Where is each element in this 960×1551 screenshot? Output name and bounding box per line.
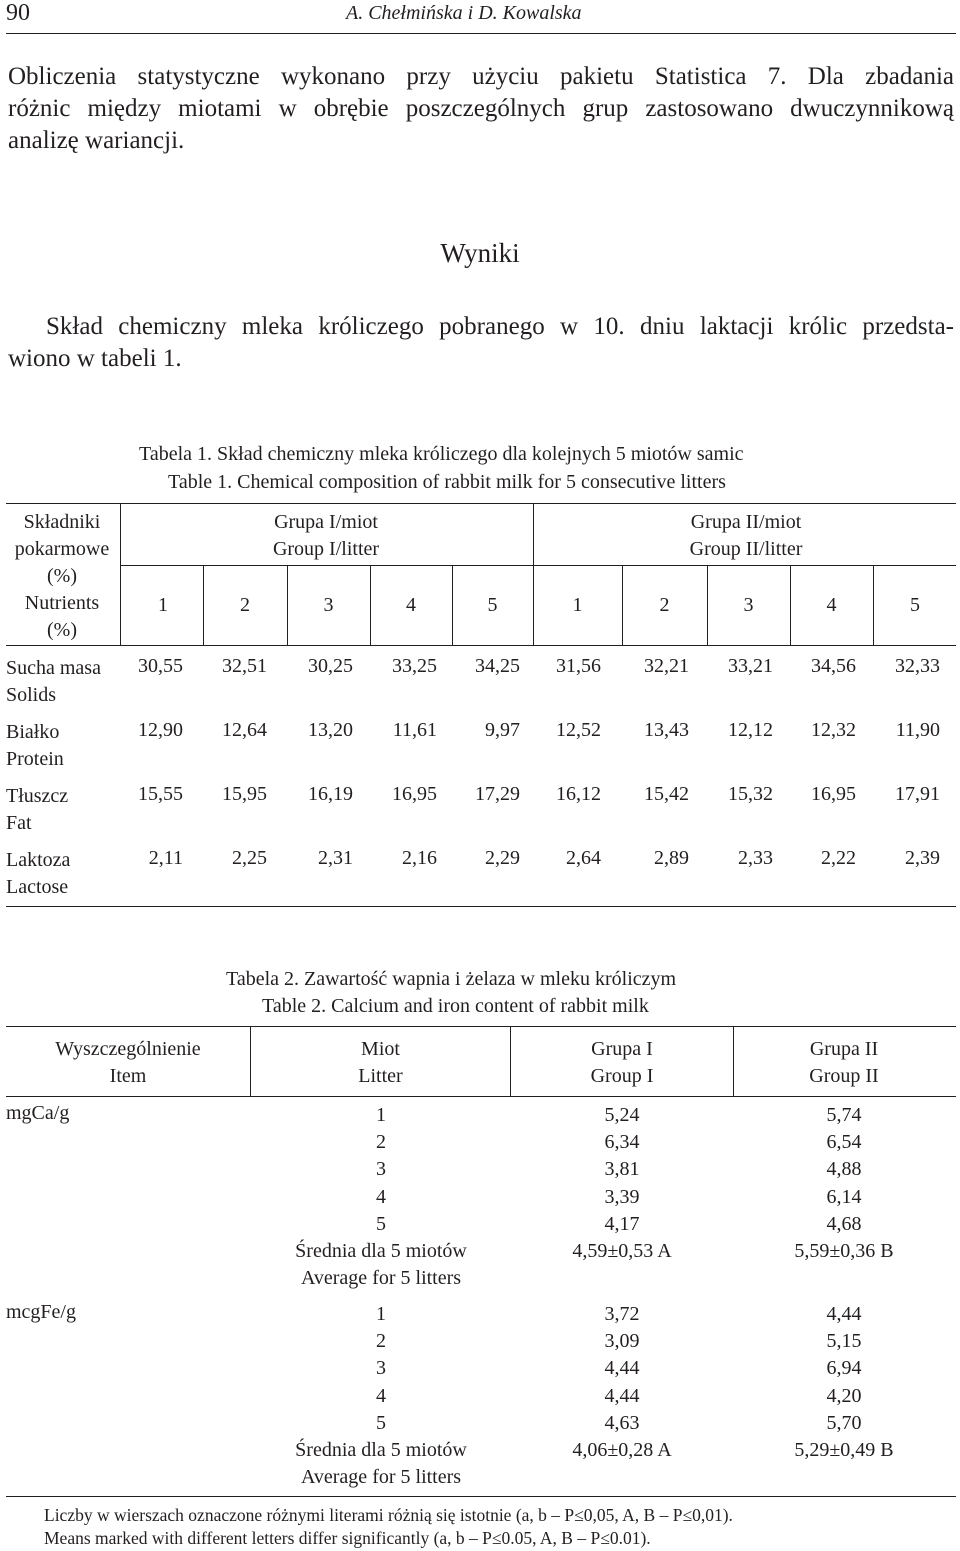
- table1-group2-header: [538, 509, 954, 563]
- table-cell: 5,74: [826, 1104, 862, 1126]
- table-cell: 32,21: [644, 655, 689, 677]
- row-label: [6, 655, 101, 709]
- table2-top-rule: [6, 1026, 956, 1027]
- header-item-pl: Wyszczególnienie: [55, 1038, 201, 1060]
- litter-number: 4: [826, 594, 837, 616]
- average-label-pl: Średnia dla 5 miotów: [295, 1240, 467, 1263]
- table2-footnote-en: Means marked with different letters differ significantly (a, b – P≤0.05, A, B – P≤0.01).: [44, 1528, 651, 1548]
- table-cell: 4,17: [604, 1212, 640, 1235]
- table-cell: 6,14: [826, 1185, 862, 1208]
- row-header-line: (%): [47, 619, 77, 641]
- table-cell: 32,51: [222, 655, 267, 677]
- table2-bottom-rule: [6, 1496, 956, 1497]
- litter-number: 5: [376, 1411, 386, 1434]
- table2-header-litter: [251, 1036, 510, 1090]
- table-cell: 5,15: [826, 1330, 862, 1353]
- table-cell: 4,20: [826, 1384, 862, 1407]
- table-cell: 15,32: [728, 783, 773, 805]
- intro-line-3: analizę wariancji.: [8, 127, 185, 154]
- litter-number: 2: [240, 594, 250, 616]
- table-cell: 4,44: [604, 1384, 640, 1407]
- group2-column: [734, 1301, 954, 1464]
- litter-number: 2: [376, 1330, 386, 1353]
- table1-row-header: [6, 509, 118, 644]
- table1-mid-rule: [120, 565, 956, 566]
- table2-header-item: [6, 1036, 250, 1090]
- table-cell: 33,21: [728, 655, 773, 677]
- table-cell: 5,24: [604, 1104, 640, 1126]
- header-litter-en: Litter: [358, 1065, 403, 1087]
- table-cell: 4,63: [604, 1411, 640, 1434]
- average-cell: 5,59±0,36 B: [794, 1240, 894, 1263]
- table-cell: 3,09: [604, 1330, 640, 1353]
- table-cell: 6,34: [604, 1131, 640, 1154]
- table-cell: 13,20: [308, 719, 353, 741]
- table-cell: 16,95: [392, 783, 437, 805]
- litter-number: 1: [572, 594, 583, 616]
- table2-header-group1: [511, 1036, 733, 1090]
- litter-number: 4: [376, 1185, 386, 1208]
- page-number: 90: [6, 0, 30, 26]
- row-label-en: Fat: [6, 812, 32, 834]
- row-label: [6, 783, 68, 837]
- results-line-1: Skład chemiczny mleka króliczego pobranego w 10. dniu laktacji królic przedsta-: [46, 313, 954, 340]
- table-cell: 12,90: [138, 719, 183, 741]
- table-cell: 2,31: [318, 847, 353, 869]
- table1-vline: [120, 503, 121, 645]
- row-label-pl: Białko: [6, 721, 60, 743]
- table2-caption-pl: Tabela 2. Zawartość wapnia i żelaza w mleku króliczym: [226, 968, 677, 990]
- average-cell: 4,06±0,28 A: [572, 1439, 672, 1462]
- litter-number: 2: [659, 594, 670, 616]
- table-cell: 9,97: [485, 719, 520, 741]
- table-cell: 31,56: [556, 655, 601, 677]
- table-cell: 5,70: [826, 1411, 862, 1434]
- table2-footnote-pl: Liczby w wierszach oznaczone różnymi literami różnią się istotnie (a, b – P≤0,05, A, B – P≤0,01).: [44, 1505, 733, 1525]
- row-label-en: Lactose: [6, 876, 69, 898]
- row-label: [6, 847, 70, 901]
- table-cell: 15,55: [138, 783, 183, 805]
- table-cell: 2,22: [821, 847, 856, 869]
- table-cell: 4,44: [826, 1303, 862, 1325]
- header-litter-pl: Miot: [361, 1038, 400, 1060]
- table-cell: 12,52: [556, 719, 601, 741]
- row-label-pl: Laktoza: [6, 849, 71, 871]
- table-cell: 6,94: [826, 1357, 862, 1380]
- intro-paragraph: [8, 61, 954, 157]
- table-cell: 16,19: [308, 783, 353, 805]
- litter-number: 5: [910, 594, 920, 616]
- header-group2-pl: Grupa II: [809, 1038, 879, 1060]
- table-cell: 3,81: [604, 1158, 640, 1181]
- table2-header-bottom-rule: [6, 1096, 956, 1097]
- row-header-line: pokarmowe: [14, 538, 110, 560]
- table-cell: 12,32: [811, 719, 856, 741]
- table-cell: 4,68: [826, 1212, 862, 1235]
- table-cell: 30,25: [308, 655, 353, 677]
- litter-number: 5: [487, 594, 498, 616]
- table2-header-group2: [734, 1036, 954, 1090]
- group1-column: [511, 1102, 733, 1265]
- table-cell: 6,54: [826, 1131, 862, 1154]
- table-cell: 4,44: [604, 1357, 640, 1380]
- item-label: mgCa/g: [6, 1102, 70, 1124]
- table-cell: 2,64: [566, 847, 601, 869]
- table-cell: 2,16: [402, 847, 437, 869]
- table-cell: 3,39: [604, 1185, 640, 1208]
- litter-number: 3: [376, 1357, 386, 1380]
- table-cell: 3,72: [604, 1303, 640, 1325]
- results-paragraph: [8, 311, 954, 375]
- table-cell: 15,42: [644, 783, 689, 805]
- litter-number: 1: [376, 1104, 386, 1126]
- header-rule: [6, 33, 956, 34]
- table-cell: 33,25: [392, 655, 437, 677]
- litter-number: 3: [323, 594, 334, 616]
- table-cell: 2,25: [232, 847, 267, 869]
- litter-column: [281, 1301, 481, 1491]
- table-cell: 13,43: [644, 719, 689, 741]
- litter-number: 5: [376, 1212, 386, 1235]
- table-cell: 34,56: [811, 655, 856, 677]
- table-cell: 32,33: [895, 655, 940, 677]
- table-cell: 16,95: [811, 783, 856, 805]
- litter-number: 1: [376, 1303, 386, 1325]
- litter-number: 2: [376, 1131, 386, 1154]
- intro-line-1: Obliczenia statystyczne wykonano przy użyciu pakietu Statistica 7. Dla zbadania: [8, 63, 954, 90]
- table-cell: 17,91: [895, 783, 940, 805]
- group1-column: [511, 1301, 733, 1464]
- table-cell: 11,90: [895, 719, 940, 741]
- table-cell: 34,25: [475, 655, 520, 677]
- row-header-line: (%): [47, 565, 77, 587]
- table-cell: 12,12: [728, 719, 773, 741]
- header-group1-en: Group I: [590, 1065, 654, 1087]
- table1-caption-pl: Tabela 1. Skład chemiczny mleka króliczego dla kolejnych 5 miotów samic: [139, 443, 744, 465]
- header-group2-en: Group II: [809, 1065, 879, 1087]
- table2-caption-en: Table 2. Calcium and iron content of rabbit milk: [262, 995, 649, 1017]
- running-header-authors: A. Chełmińska i D. Kowalska: [346, 2, 582, 24]
- table-cell: 15,95: [222, 783, 267, 805]
- litter-number: 1: [158, 594, 168, 616]
- average-label-en: Average for 5 litters: [300, 1267, 462, 1290]
- row-label: [6, 719, 64, 773]
- litter-number: 4: [406, 594, 416, 616]
- group1-label-en: Group I/litter: [272, 538, 380, 560]
- table-cell: 2,29: [485, 847, 520, 869]
- table1-group1-header: [124, 509, 528, 563]
- group1-label-pl: Grupa I/miot: [274, 511, 378, 533]
- table1-bottom-rule: [6, 906, 956, 907]
- row-label-en: Solids: [6, 684, 57, 706]
- table-cell: 17,29: [475, 783, 520, 805]
- row-label-pl: Tłuszcz: [6, 785, 69, 807]
- table-cell: 11,61: [392, 719, 437, 741]
- header-group1-pl: Grupa I: [591, 1038, 653, 1060]
- table-cell: 30,55: [138, 655, 183, 677]
- row-label-pl: Sucha masa: [6, 657, 101, 679]
- table-cell: 12,64: [222, 719, 267, 741]
- table-cell: 2,39: [905, 847, 940, 869]
- table-cell: 16,12: [556, 783, 601, 805]
- table1-vline: [533, 503, 534, 565]
- table-cell: 2,11: [148, 847, 183, 869]
- average-label-en: Average for 5 litters: [300, 1466, 462, 1489]
- table1-caption-en: Table 1. Chemical composition of rabbit milk for 5 consecutive litters: [168, 471, 726, 493]
- table-cell: 2,89: [654, 847, 689, 869]
- average-cell: 5,29±0,49 B: [794, 1439, 894, 1462]
- litter-number: 3: [743, 594, 754, 616]
- table1-top-rule: [6, 503, 956, 504]
- table1-header-bottom-rule: [6, 645, 956, 646]
- litter-number: 3: [376, 1158, 386, 1181]
- group2-label-pl: Grupa II/miot: [690, 511, 802, 533]
- header-item-en: Item: [109, 1065, 147, 1087]
- row-header-line: Składniki: [23, 511, 101, 533]
- item-label: mcgFe/g: [6, 1301, 76, 1323]
- section-title: Wyniki: [440, 238, 520, 268]
- row-label-en: Protein: [6, 748, 64, 770]
- average-label-pl: Średnia dla 5 miotów: [295, 1439, 467, 1462]
- results-line-2: wiono w tabeli 1.: [8, 345, 182, 372]
- group2-label-en: Group II/litter: [689, 538, 803, 560]
- group2-column: [734, 1102, 954, 1265]
- table-cell: 2,33: [738, 847, 773, 869]
- average-cell: 4,59±0,53 A: [572, 1240, 672, 1263]
- intro-line-2: różnic między miotami w obrębie poszczególnych grup zastosowano dwuczynnikową: [8, 95, 954, 122]
- row-header-line: Nutrients: [24, 592, 100, 614]
- litter-number: 4: [376, 1384, 386, 1407]
- litter-column: [281, 1102, 481, 1292]
- table-cell: 4,88: [826, 1158, 862, 1181]
